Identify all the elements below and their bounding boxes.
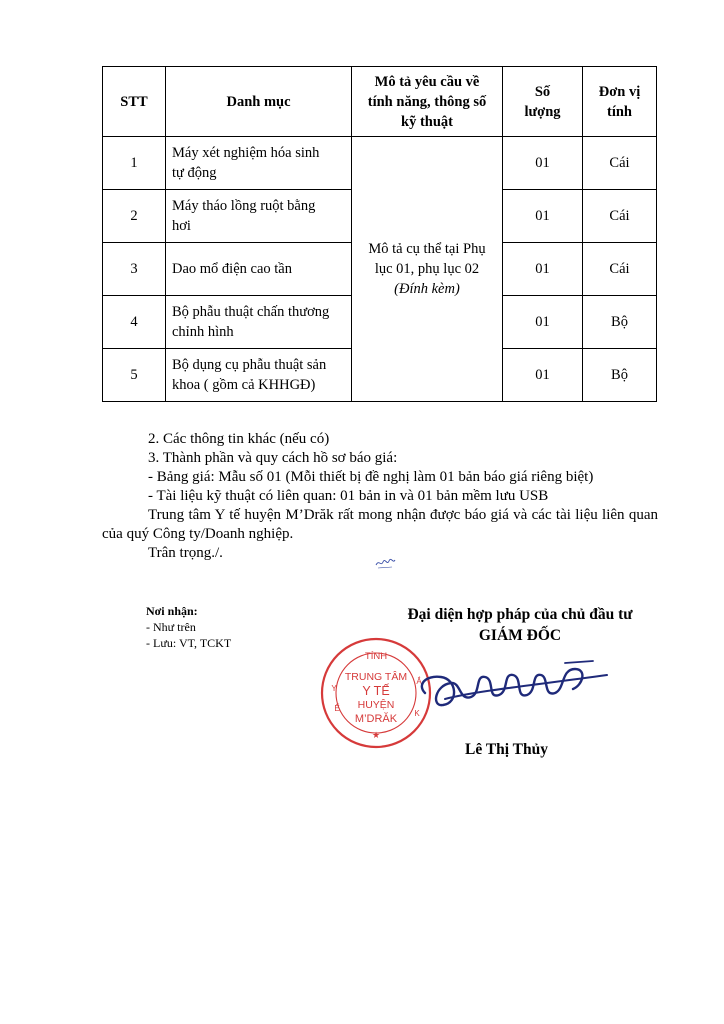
recipient-item: - Lưu: VT, TCKT — [146, 636, 232, 650]
row-quantity: 01 — [503, 190, 583, 243]
regards-line: Trân trọng./. — [148, 545, 223, 561]
row-name: Bộ dụng cụ phẫu thuật sản khoa ( gồm cả KHHGĐ) — [166, 349, 352, 402]
star-icon: ★ — [371, 731, 381, 741]
row-stt: 2 — [103, 190, 166, 243]
row-unit: Cái — [583, 137, 657, 190]
bullet-price-sheet: - Bảng giá: Mẫu số 01 (Mỗi thiết bị đề nghị làm 01 bản báo giá riêng biệt) — [148, 469, 594, 485]
representative-title: Đại diện hợp pháp của chủ đầu tư — [407, 606, 633, 623]
svg-text:TÍNH: TÍNH — [364, 651, 388, 662]
initial-mark-icon — [374, 555, 396, 571]
body-text — [102, 430, 658, 563]
seal-line: HUYỆN — [357, 699, 395, 711]
row-unit: Cái — [583, 243, 657, 296]
row-quantity: 01 — [503, 349, 583, 402]
row-unit: Bộ — [583, 296, 657, 349]
closing-paragraph: Trung tâm Y tế huyện M’Drăk rất mong nhận được báo giá và các tài liệu liên quan của quý Công ty/Doanh nghiệp. — [102, 507, 658, 542]
director-title: GIÁM ĐỐC — [478, 627, 562, 644]
recipient-item: - Như trên — [146, 620, 196, 634]
bullet-technical-docs: - Tài liệu kỹ thuật có liên quan: 01 bản in và 01 bản mềm lưu USB — [148, 488, 549, 504]
row-unit: Cái — [583, 190, 657, 243]
merged-description-cell: Mô tả cụ thể tại Phụ lục 01, phụ lục 02 (Đính kèm) — [352, 137, 503, 402]
item-dossier-composition: 3. Thành phần và quy cách hồ sơ báo giá: — [148, 450, 398, 466]
header-description: Mô tả yêu cầu về tính năng, thông số kỹ thuật — [352, 67, 503, 137]
row-name: Bộ phẫu thuật chấn thương chỉnh hình — [166, 296, 352, 349]
svg-text:Ế: Ế — [334, 704, 340, 713]
row-stt: 4 — [103, 296, 166, 349]
row-quantity: 01 — [503, 243, 583, 296]
header-stt: STT — [103, 67, 166, 137]
seal-line: M’DRĂK — [354, 713, 398, 725]
seal-line: TRUNG TÂM — [344, 671, 408, 683]
row-name: Máy tháo lồng ruột bằng hơi — [166, 190, 352, 243]
row-stt: 1 — [103, 137, 166, 190]
table-row — [103, 137, 657, 190]
table-header-row — [103, 67, 657, 137]
header-category: Danh mục — [166, 67, 352, 137]
row-unit: Bộ — [583, 349, 657, 402]
row-name: Máy xét nghiệm hóa sinh tự động — [166, 137, 352, 190]
svg-text:Y: Y — [331, 684, 337, 693]
row-quantity: 01 — [503, 137, 583, 190]
recipients-block — [146, 603, 231, 651]
header-quantity: Số lượng — [503, 67, 583, 137]
handwritten-signature — [415, 655, 611, 721]
header-unit: Đơn vị tính — [583, 67, 657, 137]
svg-text:Ắ: Ắ — [416, 677, 422, 686]
equipment-table — [102, 66, 657, 402]
row-quantity: 01 — [503, 296, 583, 349]
recipients-heading: Nơi nhận: — [146, 604, 198, 618]
row-name: Dao mổ điện cao tần — [166, 243, 352, 296]
row-stt: 3 — [103, 243, 166, 296]
seal-line: Y TẾ — [362, 684, 390, 698]
signer-name: Lê Thị Thủy — [465, 741, 549, 758]
svg-text:K: K — [414, 709, 420, 718]
row-stt: 5 — [103, 349, 166, 402]
item-other-info: 2. Các thông tin khác (nếu có) — [148, 431, 330, 447]
